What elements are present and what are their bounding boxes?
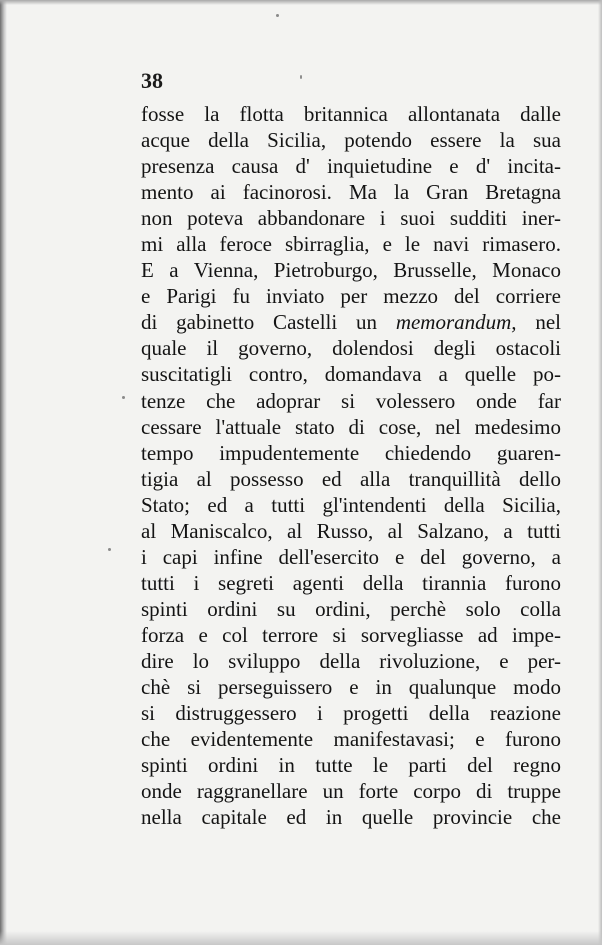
text-line: spinti ordini su ordini, perchè solo colla <box>141 596 561 621</box>
text-line: tutti i segreti agenti della tirannia furono <box>141 570 561 595</box>
text-line <box>141 309 561 335</box>
text-run: di gabinetto Castelli un <box>141 310 396 335</box>
body-text <box>141 101 561 830</box>
text-line: presenza causa d' inquietudine e d' incita- <box>141 154 561 179</box>
text-line: si distruggessero i progetti della reazione <box>141 701 561 726</box>
text-line: tenze che adoprar si volessero onde far <box>141 388 561 413</box>
text-line: quale il governo, dolendosi degli ostacoli <box>141 336 561 361</box>
text-line: mi alla feroce sbirraglia, e le navi rimasero. <box>141 232 561 257</box>
page-edge-left <box>0 0 7 945</box>
text-line: onde raggranellare un forte corpo di truppe <box>141 779 561 804</box>
text-line: spinti ordini in tutte le parti del regno <box>141 753 561 778</box>
text-run: nel <box>516 310 562 335</box>
text-line: non poteva abbandonare i suoi sudditi iner- <box>141 206 561 231</box>
scan-speck <box>122 396 125 399</box>
page-edge-top <box>0 0 602 5</box>
text-line: forza e col terrore si sorvegliasse ad impe- <box>141 622 561 647</box>
italic-term: memorandum, <box>395 310 517 335</box>
page-number: 38 <box>141 68 163 93</box>
text-line: E a Vienna, Pietroburgo, Brusselle, Monaco <box>141 258 561 283</box>
text-line: Stato; ed a tutti gl'intendenti della Sicilia, <box>141 492 561 517</box>
text-line: chè si perseguissero e in qualunque modo <box>141 675 561 700</box>
text-line: che evidentemente manifestavasi; e furono <box>141 727 561 752</box>
page-edge-right <box>598 0 602 945</box>
text-line: cessare l'attuale stato di cose, nel medesimo <box>141 414 561 439</box>
scan-speck <box>108 548 111 551</box>
text-line: suscitatigli contro, domandava a quelle po- <box>141 362 561 387</box>
text-line: i capi infine dell'esercito e del governo, a <box>141 544 561 569</box>
text-line: fosse la flotta britannica allontanata dalle <box>141 102 561 126</box>
text-line: nella capitale ed in quelle provincie che <box>141 805 561 830</box>
text-line: al Maniscalco, al Russo, al Salzano, a tutti <box>141 518 561 543</box>
text-line: mento ai facinorosi. Ma la Gran Bretagna <box>141 180 561 205</box>
page-edge-bottom <box>0 931 602 945</box>
text-line: dire lo sviluppo della rivoluzione, e per- <box>141 648 561 673</box>
scan-speck <box>300 75 302 79</box>
text-line: tempo impudentemente chiedendo guaren- <box>141 440 561 465</box>
text-line: acque della Sicilia, potendo essere la sua <box>141 128 561 153</box>
scan-speck <box>276 14 279 17</box>
text-line: tigia al possesso ed alla tranquillità dello <box>141 466 561 491</box>
text-line: e Parigi fu inviato per mezzo del corriere <box>141 284 561 309</box>
